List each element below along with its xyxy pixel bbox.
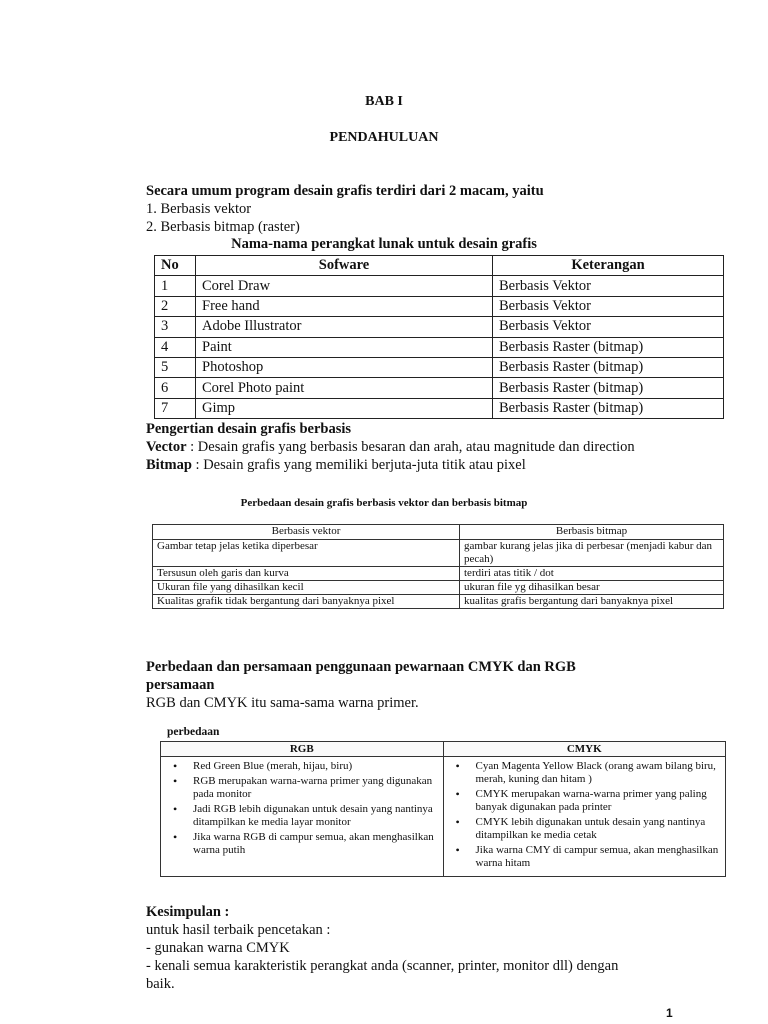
cell-ket: Berbasis Raster (bitmap) [493, 398, 724, 418]
table-row [153, 581, 724, 595]
cmyk-list [448, 760, 722, 870]
intro-item-1: 1. Berbasis vektor [146, 201, 252, 217]
cell-ket: Berbasis Vektor [493, 276, 724, 296]
table-row [155, 378, 724, 398]
list-item: • Cyan Magenta Yellow Black (orang awam bilang biru, merah, kuning dan hitam ) [476, 760, 722, 786]
color-subheading: persamaan [146, 677, 215, 693]
cell-no: 1 [155, 276, 196, 296]
cell-software: Gimp [196, 398, 493, 418]
table-row [155, 276, 724, 296]
cell-bitmap: ukuran file yg dihasilkan besar [460, 581, 724, 595]
text-bitmap: : Desain grafis yang memiliki berjuta-juta titik atau pixel [191, 457, 526, 473]
cell-software: Free hand [196, 296, 493, 316]
chapter-title: PENDAHULUAN [329, 130, 439, 145]
cell-no: 2 [155, 296, 196, 316]
vector-bitmap-table [152, 524, 724, 609]
cell-bitmap: kualitas grafis bergantung dari banyaknya pixel [460, 595, 724, 609]
col-keterangan: Keterangan [493, 256, 724, 276]
cell-ket: Berbasis Vektor [493, 296, 724, 316]
conclusion-line-1: untuk hasil terbaik pencetakan : [146, 922, 331, 938]
table-row [153, 595, 724, 609]
cell-bitmap: gambar kurang jelas jika di perbesar (menjadi kabur dan pecah) [460, 540, 724, 567]
cell-vektor: Gambar tetap jelas ketika diperbesar [153, 540, 460, 567]
cell-no: 4 [155, 337, 196, 357]
conclusion-line-2: - gunakan warna CMYK [146, 940, 290, 956]
software-table [154, 255, 724, 419]
cell-software: Photoshop [196, 357, 493, 377]
rgb-list [165, 760, 439, 857]
col-no: No [155, 256, 196, 276]
list-item: • Jadi RGB lebih digunakan untuk desain yang nantinya ditampilkan ke media layar monitor [193, 803, 439, 829]
table-row [155, 337, 724, 357]
text-vector: : Desain grafis yang berbasis besaran dan arah, atau magnitude dan direction [186, 439, 635, 455]
chapter-label: BAB I [365, 94, 403, 109]
page-number: 1 [666, 1006, 673, 1020]
intro-item-2: 2. Berbasis bitmap (raster) [146, 219, 300, 235]
list-item: • Red Green Blue (merah, hijau, biru) [193, 760, 439, 773]
list-item: • Jika warna RGB di campur semua, akan menghasilkan warna putih [193, 831, 439, 857]
term-vector: Vector [146, 439, 187, 455]
list-item: • RGB merupakan warna-warna primer yang digunakan pada monitor [193, 775, 439, 801]
definitions-heading: Pengertian desain grafis berbasis [146, 421, 352, 437]
color-same-text: RGB dan CMYK itu sama-sama warna primer. [146, 695, 419, 711]
table-header-row [153, 525, 724, 540]
cell-no: 7 [155, 398, 196, 418]
list-item: • CMYK lebih digunakan untuk desain yang nantinya ditampilkan ke media cetak [476, 816, 722, 842]
table-row [153, 540, 724, 567]
intro-lead: Secara umum program desain grafis terdiri dari 2 macam, yaitu [146, 183, 544, 199]
conclusion-line-4: baik. [146, 976, 175, 992]
table2-caption: Perbedaan desain grafis berbasis vektor dan berbasis bitmap [240, 497, 528, 509]
cmyk-cell [443, 757, 726, 877]
table-row [155, 398, 724, 418]
table-row [153, 567, 724, 581]
table-header-row [161, 742, 726, 757]
col-cmyk: CMYK [443, 742, 726, 757]
col-vektor: Berbasis vektor [153, 525, 460, 540]
col-software: Sofware [196, 256, 493, 276]
definition-vector [146, 438, 635, 456]
rgb-cmyk-table [160, 741, 726, 877]
cell-no: 3 [155, 317, 196, 337]
table-row [155, 357, 724, 377]
table-row [155, 296, 724, 316]
cell-ket: Berbasis Raster (bitmap) [493, 337, 724, 357]
conclusion-heading: Kesimpulan : [146, 904, 230, 920]
definition-bitmap [146, 456, 526, 474]
conclusion-line-3: - kenali semua karakteristik perangkat anda (scanner, printer, monitor dll) dengan [146, 958, 619, 974]
cell-no: 5 [155, 357, 196, 377]
cell-no: 6 [155, 378, 196, 398]
list-item: • CMYK merupakan warna-warna primer yang paling banyak digunakan pada printer [476, 788, 722, 814]
cell-software: Adobe Illustrator [196, 317, 493, 337]
rgb-cell [161, 757, 444, 877]
cell-vektor: Kualitas grafik tidak bergantung dari banyaknya pixel [153, 595, 460, 609]
cell-ket: Berbasis Raster (bitmap) [493, 378, 724, 398]
term-bitmap: Bitmap [146, 457, 192, 473]
cell-software: Paint [196, 337, 493, 357]
table-header-row [155, 256, 724, 276]
color-heading: Perbedaan dan persamaan penggunaan pewarnaan CMYK dan RGB [146, 659, 576, 675]
cell-bitmap: terdiri atas titik / dot [460, 567, 724, 581]
list-item: • Jika warna CMY di campur semua, akan menghasilkan warna hitam [476, 844, 722, 870]
cell-vektor: Ukuran file yang dihasilkan kecil [153, 581, 460, 595]
table-row [161, 757, 726, 877]
table1-caption: Nama-nama perangkat lunak untuk desain grafis [231, 236, 537, 252]
cell-ket: Berbasis Raster (bitmap) [493, 357, 724, 377]
col-bitmap: Berbasis bitmap [460, 525, 724, 540]
cell-ket: Berbasis Vektor [493, 317, 724, 337]
col-rgb: RGB [161, 742, 444, 757]
cell-software: Corel Draw [196, 276, 493, 296]
cell-vektor: Tersusun oleh garis dan kurva [153, 567, 460, 581]
table3-label: perbedaan [167, 726, 220, 738]
table-row [155, 317, 724, 337]
cell-software: Corel Photo paint [196, 378, 493, 398]
